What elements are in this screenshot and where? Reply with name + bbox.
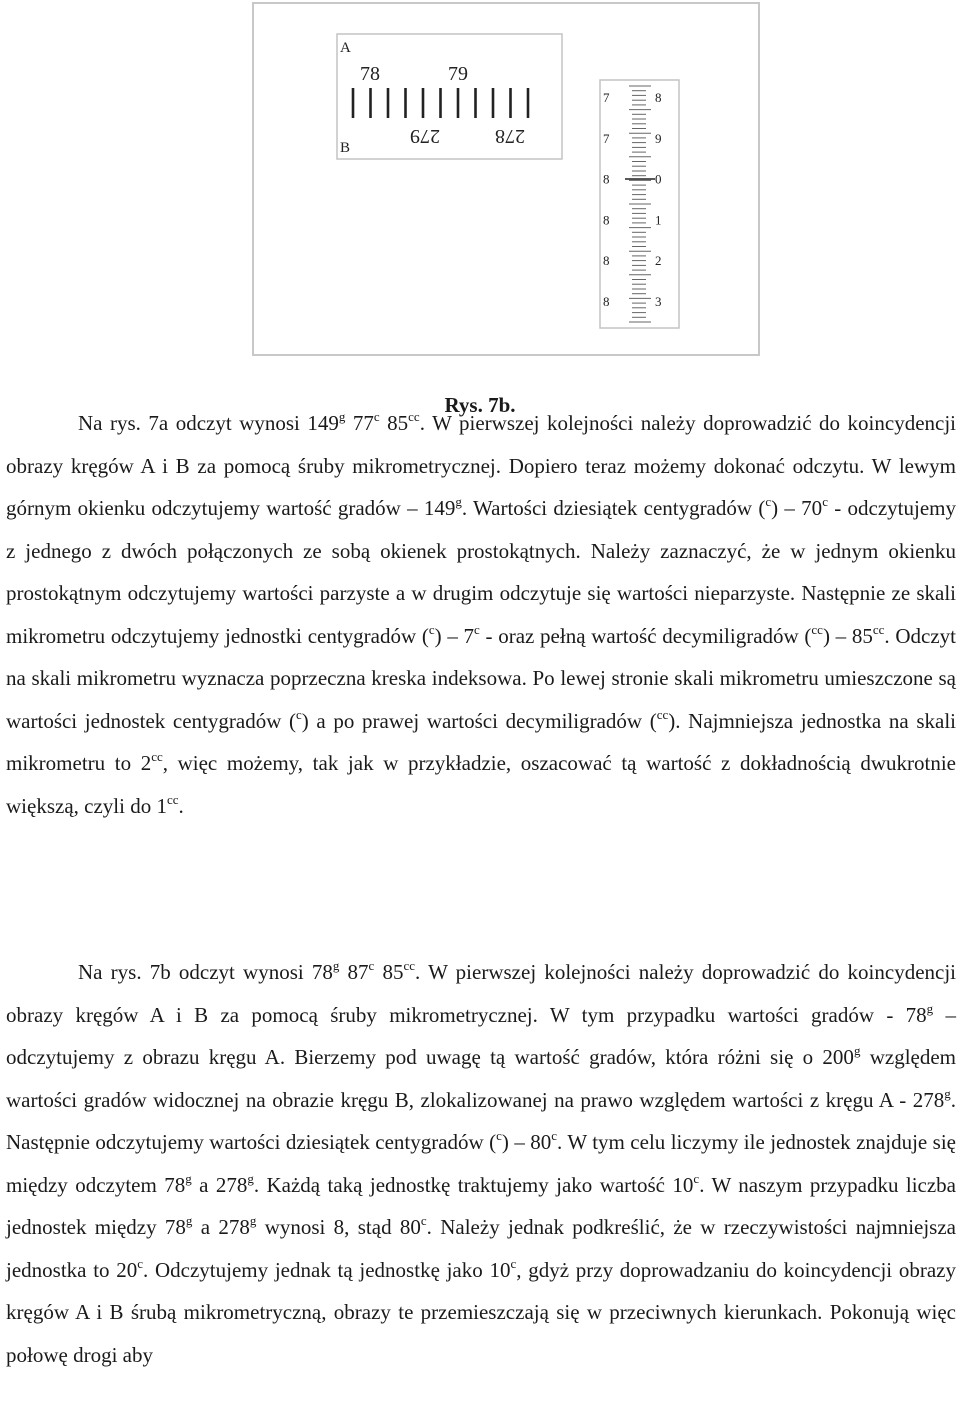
circle-b-label: B	[340, 140, 351, 156]
micrometer-right-label: 1	[655, 212, 662, 228]
micrometer-left-label: 7	[603, 130, 610, 146]
micrometer-right-label: 0	[655, 171, 662, 187]
figure-drawing	[254, 4, 762, 358]
micrometer-right-label: 9	[655, 130, 662, 146]
top-number-78: 78	[360, 63, 380, 85]
circle-a-label: A	[340, 40, 351, 56]
ab-graduation-lines	[353, 88, 528, 118]
paragraph-fig7b-reading: Na rys. 7b odczyt wynosi 78$^g$ 87$^c$ $85^{cc}$. W pierwszej kolejności należy doprowadzić do koincydencji obrazy kręgów A i B za pomocą śruby mikrometrycznej. W tym przypadku wartości gradów - 78$^g$ – odczytujemy z obrazu kręgu A. Bierzemy pod uwagę tą wartość gradów, która różni się o 200$^g$ względem wartości gradów widocznej na obrazie kręgu B, zlokalizowanej na prawo względem wartości z kręgu A - 278$^g$. Następnie odczytujemy wartości dziesiątek centygradów ($^c$) – 80$^c$. W tym celu liczymy ile jednostek znajduje się między odczytem 78$^g$ a 278$^g$. Każdą taką jednostkę traktujemy jako wartość 10$^c$. W naszym przypadku liczba jednostek między 78$^g$ a 278$^g$ wynosi 8, stąd 80$^c$. Należy jednak podkreślić, że w rzeczywistości najmniejsza jednostka to 20$^c$. Odczytujemy jednak tą jednostkę jako 10$^c$, gdyż przy doprowadzaniu do koincydencji obrazy kręgów A i B śrubą mikrometryczną, obrazy te przemieszczają się w przeciwnych kierunkach. Pokonują więc połowę drogi aby	[6, 958, 957, 1367]
micrometer-right-label: 8	[655, 90, 662, 105]
figure-7b	[252, 2, 760, 356]
paragraph-fig7a-reading: Na rys. 7a odczyt wynosi 149$^g$ 77$^c$ $85^{cc}$. W pierwszej kolejności należy doprowadzić do koincydencji obrazy kręgów A i B za pomocą śruby mikrometrycznej. Dopiero teraz możemy dokonać odczytu. W lewym górnym okienku odczytujemy wartość gradów – 149$^g$. Wartości dziesiątek centygradów ($^c$) – 70$^c$ - odczytujemy z jednego z dwóch połączonych ze sobą okienek prostokątnych. Należy zaznaczyć, że w jednym okienku prostokątnym odczytujemy wartości parzyste a w drugim odczytuje się wartości nieparzyste. Następnie ze skali mikrometru odczytujemy jednostki centygradów ($^c$) – 7$^c$ - oraz pełną wartość decymiligradów $(^{cc}) - 85^{cc}$. Odczyt na skali mikrometru wyznacza poprzeczna kreska indeksowa. Po lewej stronie skali mikrometru umieszczone są wartości jednostek centygradów ($^c$) a po prawej wartości decymiligradów ($^{cc}$). Najmniejsza jednostka na skali mikrometru to $2^{cc}$, więc możemy, tak jak w przykładzie, oszacować tą wartość z dokładnością dwukrotnie większą, czyli do $1^{cc}$.	[6, 409, 957, 818]
micrometer-scale-ticks	[625, 86, 655, 322]
bottom-number-278: 278	[495, 125, 525, 147]
micrometer-left-label: 8	[603, 171, 610, 187]
micrometer-right-label: 3	[655, 294, 662, 309]
micrometer-left-label: 8	[603, 253, 610, 269]
micrometer-right-label: 2	[655, 253, 662, 269]
top-number-79: 79	[448, 63, 468, 85]
micrometer-left-label: 8	[603, 212, 610, 228]
micrometer-left-label: 8	[603, 294, 610, 309]
figure-caption: Rys. 7b.	[444, 393, 516, 417]
micrometer-left-label: 7	[603, 90, 610, 105]
bottom-number-279: 279	[410, 125, 440, 147]
